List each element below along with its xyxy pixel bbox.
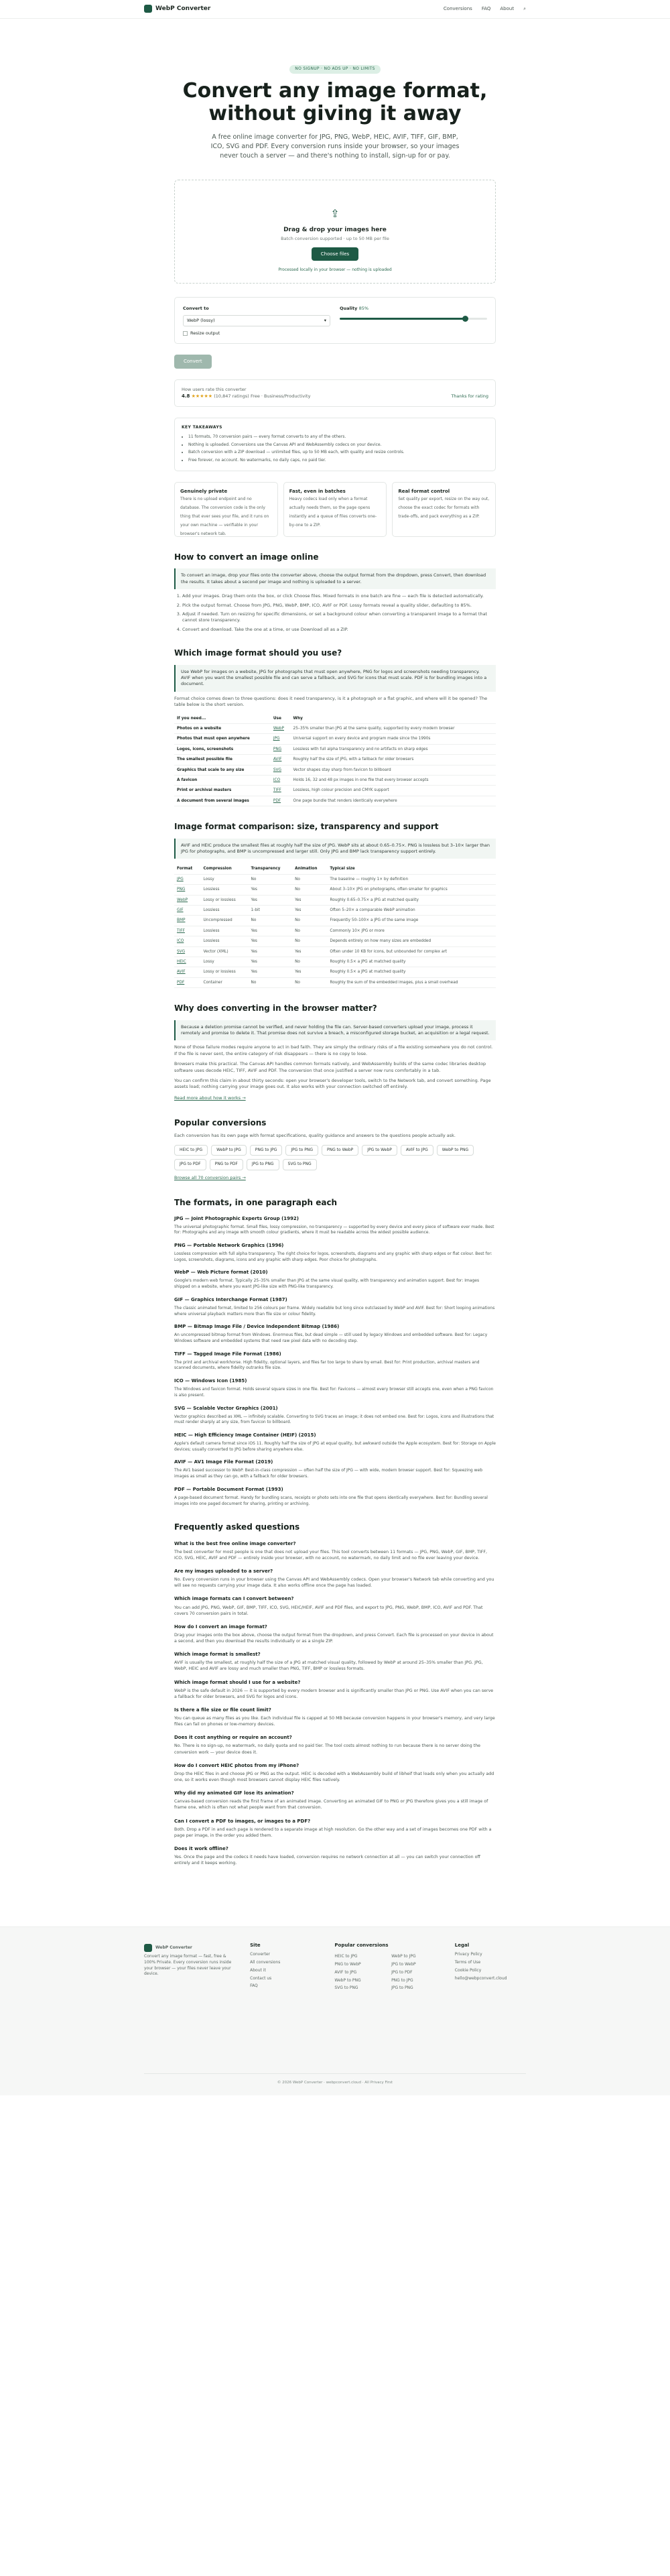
faq-item [174,1818,496,1839]
table-row [174,765,496,775]
table-cell: Lossless, high colour precision and CMYK support [291,786,496,796]
slider-handle[interactable] [462,316,468,322]
table-cell: Yes [249,926,293,936]
faq-item [174,1595,496,1616]
table-cell: Commonly 10× JPG or more [327,926,496,936]
tldr-item: • 11 formats, 70 conversion pairs — every format converts to any of the others. [188,434,488,440]
table-row [174,936,496,946]
table-row [174,906,496,916]
format-name: HEIC — High Efficiency Image Container (HEIF) (2015) [174,1432,316,1438]
tldr-card: KEY TAKEAWAYS • 11 formats, 70 conversion pairs — every format converts to any of the others. • Nothing is uploaded. Conversions use the Canvas API and WebAssembly codecs on your device. • Batch conversion with a ZIP download — unlimited files, up to 50 MB each, with quality and resize controls. • Free forever, no account. No watermarks, no daily caps, no paid tier. [174,418,496,471]
brand[interactable] [144,5,210,13]
footer-link[interactable]: hello@webpconvert.cloud [454,1975,507,1981]
faq-answer: Drop the HEIC files in and choose JPG or PNG as the output. HEIC is decoded with a WebAssembly build of libheif that loads only when you actually add one, so it works even though most browsers cannot display HEIC files natively. [174,1771,494,1782]
format-link[interactable]: AVIF [174,967,201,977]
comparison-table: Format Compression Transparency Animation Typical size JPG Lossy No No The baseline — roughly 1× by definition PNG Lossless Yes No About 3–10× JPG on photographs, often smaller for graphics WebP Lossy or lossless Yes Yes Roughly 0.65–0.75× a JPG at matched quality GIF Lossless 1-bit Yes Often 5–20× a comparable WebP animation BMP Uncompressed No No Frequently 50–100× a JPG of the same image TIFF Lossless Yes No Commonly 10× JPG or more ICO Lossless Yes No Depends entirely on how many sizes are embedded SVG Vector (XML) Yes Yes Often under 10 KB for icons, but unbounded for complex art HEIC Lossy Yes No Roughly 0.5× a JPG at matched quality AVIF Lossy or lossless Yes Yes Roughly 0.5× a JPG at matched quality PDF Container No No Roughly the sum of the embedded images, plus a small overhead [174,864,496,988]
table-row [174,786,496,796]
feature-cards [174,482,496,537]
faq-question[interactable]: Are my images uploaded to a server? [174,1569,273,1574]
popular-section: Popular conversions Each conversion has its own page with format specifications, quality guidance and answers to the questions people actually ask. HEIC to JPG WebP to JPG PNG to JPG JPG to PNG PNG to WebP JPG to WebP AVIF to JPG WebP to PNG JPG to PDF PNG to PDF JPG to PNG SVG to PNG Browse all 70 conversion pairs → [174,1117,496,1182]
footer-brand[interactable]: WebP Converter [144,1944,237,1952]
resize-checkbox[interactable]: Resize output [183,330,330,336]
format-link[interactable]: ICO [174,936,201,946]
table-cell: Lossy [201,957,249,967]
table-cell: Uncompressed [201,916,249,926]
table-cell: No [249,977,293,987]
table-cell: Vector (XML) [201,946,249,957]
table-row [174,796,496,806]
top-nav [444,5,526,12]
format-name: SVG — Scalable Vector Graphics (2001) [174,1405,278,1411]
table-row [174,755,496,765]
table-cell: Lossless [201,885,249,895]
table-row [174,916,496,926]
faq-item [174,1734,496,1755]
table-cell: Lossless with full alpha transparency and no artifacts on sharp edges [291,744,496,754]
privacy-note: Processed locally in your browser — nothing is uploaded [278,267,392,273]
conversion-chip[interactable]: PNG to JPG [250,1145,283,1156]
table-cell: No [249,874,293,884]
faq-item [174,1568,496,1589]
format-link[interactable]: GIF [174,906,201,916]
format-entry [174,1458,496,1479]
hero [0,19,670,161]
faq-question[interactable]: Which image format should I use for a website? [174,1679,301,1685]
table-cell: Roughly 0.5× a JPG at matched quality [327,957,496,967]
faq-answer: WebP is the safe default in 2026 — it is supported by every modern browser and is significantly smaller than JPG or PNG. Use AVIF when you can serve a fallback for older browsers, and SVG for logos and icons. [174,1688,494,1699]
format-entry [174,1296,496,1317]
table-cell: Yes [292,906,327,916]
nav-conversions[interactable]: Conversions [443,6,472,12]
format-link[interactable]: PDF [271,796,291,806]
faq-question[interactable]: Does it work offline? [174,1845,228,1851]
footer-link[interactable]: JPG to PDF [391,1969,413,1975]
faq-answer: Canvas-based conversion reads the first frame of an animated image. Converting an animated GIF to PNG or JPG therefore gives you a still image of frame one, which is often not what people want from that conversion. [174,1799,488,1811]
table-cell: The baseline — roughly 1× by definition [327,874,496,884]
how-it-works-link[interactable]: Read more about how it works → [174,1095,246,1101]
conversion-chip[interactable]: SVG to PNG [283,1159,317,1170]
format-link[interactable]: ICO [271,776,291,786]
faq-answer: AVIF is usually the smallest, at roughly half the size of a JPG at matched visual quality, followed by WebP at around 25–35% smaller than JPG. JPG, WebP, HEIC and AVIF are lossy and much smaller than PNG, TIFF, BMP or lossless formats. [174,1660,483,1672]
format-name: WebP — Web Picture format (2010) [174,1270,268,1276]
format-entry [174,1350,496,1371]
table-row [174,744,496,754]
format-link[interactable]: PDF [174,977,201,987]
format-link[interactable]: TIFF [271,786,291,796]
table-cell: Yes [249,957,293,967]
faq-question[interactable]: What is the best free online image converter? [174,1540,296,1546]
footer-link[interactable]: WebP to PNG [334,1977,361,1983]
table-cell: Holds 16, 32 and 48 px images in one file that every browser accepts [291,776,496,786]
format-name: JPG — Joint Photographic Experts Group (1992) [174,1215,299,1221]
format-link[interactable]: SVG [271,765,291,775]
nav-faq[interactable]: FAQ [481,6,491,12]
table-row [174,967,496,977]
footer-link[interactable]: JPG to WebP [391,1962,416,1967]
faq-item [174,1790,496,1811]
table-cell: The smallest possible file [174,755,271,765]
footer-links [250,1952,321,1989]
table-cell: Universal support on every device and program made since the 1990s [291,734,496,744]
table-cell: Yes [249,885,293,895]
table-cell: Often under 10 KB for icons, but unbounded for complex art [327,946,496,957]
format-description: The Windows and favicon format. Holds several square sizes in one file. Best for: Favicons — almost every browser still accepts one, even when a PNG favicon is also present. [174,1387,494,1398]
format-entry [174,1377,496,1398]
choose-files-button[interactable]: Choose files [312,247,358,261]
table-row [174,895,496,905]
browse-all-link[interactable]: Browse all 70 conversion pairs → [174,1175,246,1181]
footer-link[interactable]: Cookie Policy [454,1967,482,1973]
format-link[interactable]: TIFF [174,926,201,936]
conversion-chip[interactable]: PNG to WebP [322,1145,358,1156]
table-cell: Yes [292,895,327,905]
format-entry [174,1431,496,1453]
format-description: Google's modern web format. Typically 25–35% smaller than JPG at the same visual quality, with transparency and animation support. Best for: Images shipped on a website, where you want JPG-like size with PNG-like transparency. [174,1278,480,1290]
drop-subtitle: Batch conversion supported · up to 50 MB per file [281,235,389,241]
table-cell: Print or archival masters [174,786,271,796]
search-icon[interactable]: ⌕ [523,6,526,12]
quality-slider[interactable] [340,318,487,320]
faq-answer: No. There is no sign-up, no watermark, no daily quota and no paid tier. The tool costs almost nothing to run because there is no server doing the conversion work — your device does it. [174,1743,481,1755]
format-description: A page-based document format. Handy for bundling scans, receipts or photo sets into one file that opens identically everywhere. Best for: Bundling several images into one paged document for sharing, printing or archiving. [174,1495,488,1506]
table-cell: A document from several images [174,796,271,806]
format-link[interactable]: PNG [271,744,291,754]
faq-item [174,1845,496,1866]
faq-question[interactable]: Why did my animated GIF lose its animation? [174,1790,294,1796]
table-cell: No [292,916,327,926]
format-name: PNG — Portable Network Graphics (1996) [174,1243,284,1248]
table-cell: Frequently 50–100× a JPG of the same image [327,916,496,926]
faq-answer: No. Every conversion runs in your browser using the Canvas API and WebAssembly codecs. Open your browser's Network tab while converting and you will see no requests carrying your image data. It also works offline once the page has loaded. [174,1577,494,1589]
table-cell: Vector shapes stay sharp from favicon to billboard [291,765,496,775]
rating-card: How users rate this converter 4.8 ★★★★★ (10,847 ratings) Free · Business/Productivity Thanks for rating [174,379,496,408]
table-row [174,885,496,895]
footer-link[interactable]: Converter [250,1952,271,1957]
table-cell: Yes [292,967,327,977]
format-description: The universal photographic format. Small files, lossy compression, no transparency — supported by every device and every piece of software ever made. Best for: Photographs and any image with smooth colour gradients, where it must be readable across the widest possible audience. [174,1224,494,1235]
format-description: Apple's default camera format since iOS 11. Roughly half the size of JPG at equal quality, but awkward outside the Apple ecosystem. Best for: Storage on Apple devices; usually converted to JPG before sharing anywhere else. [174,1441,496,1452]
conversion-chip[interactable]: HEIC to JPG [174,1145,208,1156]
footer-col-heading: Popular conversions [334,1943,389,1949]
format-description: Lossless compression with full alpha transparency. The right choice for logos, screenshots, diagrams and any graphic with sharp edges or flat colour. Best for: Logos, screenshots, diagrams, icons and any graphic with sharp edges. Poor choice for photographs. [174,1251,492,1262]
faq-answer: The best converter for most people is one that does not upload your files. This tool converts between 11 formats — JPG, PNG, WebP, GIF, BMP, TIFF, ICO, SVG, HEIC, AVIF and PDF — entirely inside your browser, with no account, no watermark, no daily limit and no file ever leaving your device. [174,1549,488,1560]
feature-card: Real format control Set quality per export, resize on the way out, choose the exact codec for formats with trade-offs, and pack everything as a ZIP. [392,482,496,537]
table-cell: Logos, icons, screenshots [174,744,271,754]
site-footer [0,1926,670,2095]
table-row [174,946,496,957]
table-cell: 1-bit [249,906,293,916]
faq-question[interactable]: Is there a file size or file count limit? [174,1707,271,1713]
footer-links [334,1952,441,1991]
table-cell: Depends entirely on how many sizes are embedded [327,936,496,946]
nav-about[interactable]: About [500,6,515,12]
table-row [174,957,496,967]
faq-question[interactable]: How do I convert HEIC photos from my iPhone? [174,1762,299,1768]
table-cell: Graphics that scale to any size [174,765,271,775]
conversion-chip[interactable]: AVIF to JPG [401,1145,433,1156]
checkbox-box [183,331,188,336]
table-cell: 25–35% smaller than JPG at the same quality, supported by every modern browser [291,724,496,734]
footer-link[interactable]: Privacy Policy [454,1952,482,1957]
howto-section: How to convert an image online To convert an image, drop your files onto the converter above, choose the output format from the dropdown, press Convert, then download the results. It takes about a second per image and nothing is uploaded to a server. 1. Add your images. Drag them onto the box, or click Choose files. Mixed formats in one batch are fine — each file is detected automatically. 2. Pick the output format. Choose from JPG, PNG, WebP, BMP, ICO, AVIF or PDF. Lossy formats reveal a quality slider, defaulting to 85%. 3. Adjust if needed. Turn on resizing for specific dimensions, or set a background colour when converting a transparent image to a format that cannot store transparency. 4. Convert and download. Take the one at a time, or use Download all as a ZIP. [174,552,496,633]
footer-blurb: Convert any image format — fast, free & 100% Private. Every conversion runs inside your browser — your files never leave your device. [144,1954,232,1977]
rating-thanks: Thanks for rating [451,393,488,399]
conversion-chip[interactable]: JPG to WebP [362,1145,397,1156]
conversion-controls [174,297,496,344]
footer-link[interactable]: HEIC to JPG [334,1954,358,1959]
footer-link[interactable]: PNG to JPG [391,1977,413,1983]
conversion-chip[interactable]: PNG to PDF [210,1159,243,1170]
comparison-section: Image format comparison: size, transparency and support AVIF and HEIC produce the smallest files at roughly half the size of JPG. WebP sits at about 0.65–0.75×. PNG is lossless but 3–10× larger than JPG for photographs, and BMP is uncompressed and larger still. Only JPG and BMP lack transparency support entirely. Format Compression Transparency Animation Typical size JPG Lossy No No The baseline — roughly 1× by definition PNG Lossless Yes No About 3–10× JPG on photographs, often smaller for graphics WebP Lossy or lossless Yes Yes Roughly 0.65–0.75× a JPG at matched quality GIF Lossless 1-bit Yes Often 5–20× a comparable WebP animation BMP Uncompressed No No Frequently 50–100× a JPG of the same image TIFF Lossless Yes No Commonly 10× JPG or more ICO Lossless Yes No Depends entirely on how many sizes are embedded SVG Vector (XML) Yes Yes Often under 10 KB for icons, but unbounded for complex art HEIC Lossy Yes No Roughly 0.5× a JPG at matched quality AVIF Lossy or lossless Yes Yes Roughly 0.5× a JPG at matched quality PDF Container No No Roughly the sum of the embedded images, plus a small overhead [174,821,496,988]
conversion-chip[interactable]: JPG to PNG [285,1145,318,1156]
footer-link[interactable]: WebP to JPG [391,1954,416,1959]
table-cell: About 3–10× JPG on photographs, often smaller for graphics [327,885,496,895]
table-cell: Lossy [201,874,249,884]
logo-icon [144,5,152,13]
format-name: GIF — Graphics Interchange Format (1987) [174,1296,287,1302]
logo-icon [144,1944,152,1952]
format-description: Vector graphics described as XML — infinitely scalable. Converting to SVG traces an image; it does not embed one. Best for: Logos, icons and illustrations that must render sharply at any size, from favicon to billboard. [174,1414,494,1425]
table-row [174,734,496,744]
feature-card: Fast, even in batches Heavy codecs load only when a format actually needs them, so the page opens instantly and a queue of files converts one-by-one to a ZIP. [283,482,387,537]
format-link[interactable]: WebP [174,895,201,905]
format-entry [174,1241,496,1263]
format-link[interactable]: PNG [174,885,201,895]
faq-item [174,1679,496,1700]
faq-question[interactable]: Does it cost anything or require an account? [174,1735,292,1741]
footer-link[interactable]: SVG to PNG [334,1985,358,1991]
table-cell: One page bundle that renders identically everywhere [291,796,496,806]
table-cell: Roughly half the size of JPG, with a fallback for older browsers [291,755,496,765]
format-link[interactable]: HEIC [174,957,201,967]
footer-link[interactable]: All conversions [250,1960,281,1965]
format-description: The print and archival workhorse. High fidelity, optional layers, and files far too large to share by email. Best for: Print production, archival masters and scanned documents, where fidelity outranks file size. [174,1359,480,1371]
footer-link[interactable]: PNG to WebP [334,1962,361,1967]
format-description: An uncompressed bitmap format from Windows. Enormous files, but dead simple — still used by legacy Windows and embedded software. Best for: Legacy Windows software and embedded systems that need raw pixel data with no decoding step. [174,1333,488,1343]
format-entry [174,1215,496,1236]
quality-label: Quality 85% [340,306,369,312]
table-cell: Yes [249,895,293,905]
star-rating[interactable]: ★★★★★ [191,393,213,399]
hero-subtitle: A free online image converter for JPG, PNG, WebP, HEIC, AVIF, TIFF, GIF, BMP, ICO, SVG and PDF. Every conversion runs inside your browser, so your images never touch a server — and there's nothing to install, sign-up for or pay. [210,133,460,160]
conversion-chip[interactable]: JPG to PDF [174,1159,206,1170]
chevron-down-icon: ▾ [324,317,326,323]
format-entry [174,1268,496,1290]
table-cell: Yes [292,946,327,957]
format-name: TIFF — Tagged Image File Format (1986) [174,1351,281,1357]
faq-section: Frequently asked questions What is the best free online image converter? The best converter for most people is one that does not upload your files. This tool converts between 11 formats — JPG, PNG, WebP, GIF, BMP, TIFF, ICO, SVG, HEIC, AVIF and PDF — entirely inside your browser, with no account, no watermark, no daily limit and no file ever leaving your device. Are my images uploaded to a server? No. Every conversion runs in your browser using the Canvas API and WebAssembly codecs. Open your browser's Network tab while converting and you will see no requests carrying your image data. It also works offline once the page has loaded. Which image formats can I convert between? You can add JPG, PNG, WebP, GIF, BMP, TIFF, ICO, SVG, HEIC/HEIF, AVIF and PDF files, and export to JPG, PNG, WebP, BMP, ICO, AVIF and PDF. That covers 70 conversion pairs in total. How do I convert an image format? Drag your images onto the box above, choose the output format from the dropdown, and press Convert. Each file is processed on your device in about a second, and then you download the results individually or as a single ZIP. Which image format is smallest? AVIF is usually the smallest, at roughly half the size of a JPG at matched visual quality, followed by WebP at around 25–35% smaller than JPG. JPG, WebP, HEIC and AVIF are lossy and much smaller than PNG, TIFF, BMP or lossless formats. Which image format should I use for a website? WebP is the safe default in 2026 — it is supported by every modern browser and is significantly smaller than JPG or PNG. Use AVIF when you can serve a fallback for older browsers, and SVG for logos and icons. Is there a file size or file count limit? You can queue as many files as you like. Each individual file is capped at 50 MB because conversion happens in your browser's memory, and very large files can fail on phones or low-memory devices. Does it cost anything or require an account? No. There is no sign-up, no watermark, no daily quota and no paid tier. The tool costs almost nothing to run because there is no server doing the conversion work — your device does it. How do I convert HEIC photos from my iPhone? Drop the HEIC files in and choose JPG or PNG as the output. HEIC is decoded with a WebAssembly build of libheif that loads only when you actually add one, so it works even though most browsers cannot display HEIC files natively. Why did my animated GIF lose its animation? Canvas-based conversion reads the first frame of an animated image. Converting an animated GIF to PNG or JPG therefore gives you a still image of frame one, which is often not what people want from that conversion. Can I convert a PDF to images, or images to a PDF? Both. Drop a PDF in and each page is rendered to a separate image at high resolution. Go the other way and a set of images becomes one PDF with a page per image, in the order you added them. Does it work offline? Yes. Once the page and the codecs it needs have loaded, conversion requires no network connection at all — you can switch your connection off entirely and it keeps working. [174,1522,495,1866]
table-cell: No [249,916,293,926]
footer-col-heading: Legal [454,1943,470,1949]
upload-icon: ⇪ [330,207,340,221]
conversion-chip[interactable]: WebP to JPG [211,1145,247,1156]
copyright: © 2026 WebP Converter · webpconvert.cloud · All Privacy First [144,2073,526,2086]
conversion-chip[interactable]: JPG to PNG [247,1159,279,1170]
format-entry [174,1404,496,1426]
table-row [174,776,496,786]
table-cell: A favicon [174,776,271,786]
hero-badge: NO SIGNUP · NO ADS UP · NO LIMITS [289,65,380,74]
conversion-chip[interactable]: WebP to PNG [437,1145,474,1156]
format-entry [174,1323,496,1344]
footer-link[interactable]: JPG to PNG [391,1985,413,1991]
faq-question[interactable]: How do I convert an image format? [174,1623,267,1630]
table-row [174,724,496,734]
format-name: ICO — Windows Icon (1985) [174,1378,247,1384]
format-link[interactable]: JPG [271,734,291,744]
use-case-table: If you need... Use Why Photos on a website WebP 25–35% smaller than JPG at the same quality, supported by every modern browser Photos that must open anywhere JPG Universal support on every device and program made since the 1990s Logos, icons, screenshots PNG Lossless with full alpha transparency and no artifacts on sharp edges The smallest possible file AVIF Roughly half the size of JPG, with a fallback for older browsers Graphics that scale to any size SVG Vector shapes stay sharp from favicon to billboard A favicon ICO Holds 16, 32 and 48 px images in one file that every browser accepts Print or archival masters TIFF Lossless, high colour precision and CMYK support A document from several images PDF One page bundle that renders identically everywhere [174,714,496,807]
format-description: The classic animated format, limited to 256 colours per frame. Widely readable but long since outclassed by WebP and AVIF. Best for: Short looping animations where universal playback matters more than file size or colour fidelity. [174,1305,495,1316]
table-cell: Photos on a website [174,724,271,734]
tldr-item: • Batch conversion with a ZIP download — unlimited files, up to 50 MB each, with quality and resize controls. [188,450,488,456]
table-row [174,977,496,987]
faq-item [174,1651,496,1672]
feature-card: Genuinely private There is no upload endpoint and no database. The conversion code is the only thing that ever sees your file, and it runs on your own machine — verifiable in your browser's network tab. [174,482,278,537]
table-cell: Lossless [201,906,249,916]
table-cell: Roughly 0.65–0.75× a JPG at matched quality [327,895,496,905]
table-cell: Lossless [201,936,249,946]
which-format-section: Which image format should you use? Use WebP for images on a website, JPG for photographs that must open anywhere, PNG for logos and screenshots needing transparency. AVIF when you want the smallest possible file and can serve a fallback, and SVG for icons that must scale. PDF is for bundling images into a document. Format choice comes down to three questions: does it need transparency, is it a photograph or a flat graphic, and where will it be opened? The table below is the short version. If you need... Use Why Photos on a website WebP 25–35% smaller than JPG at the same quality, supported by every modern browser Photos that must open anywhere JPG Universal support on every device and program made since the 1990s Logos, icons, screenshots PNG Lossless with full alpha transparency and no artifacts on sharp edges The smallest possible file AVIF Roughly half the size of JPG, with a fallback for older browsers Graphics that scale to any size SVG Vector shapes stay sharp from favicon to billboard A favicon ICO Holds 16, 32 and 48 px images in one file that every browser accepts Print or archival masters TIFF Lossless, high colour precision and CMYK support A document from several images PDF One page bundle that renders identically everywhere [174,648,496,806]
format-link[interactable]: BMP [174,916,201,926]
faq-item [174,1707,496,1727]
faq-question[interactable]: Can I convert a PDF to images, or images to a PDF? [174,1818,311,1824]
table-cell: Yes [249,946,293,957]
tldr-item: • Free forever, no account. No watermarks, no daily caps, no paid tier. [188,458,488,464]
faq-item [174,1540,496,1561]
faq-answer: You can add JPG, PNG, WebP, GIF, BMP, TIFF, ICO, SVG, HEIC/HEIF, AVIF and PDF files, and export to JPG, PNG, WebP, BMP, ICO, AVIF and PDF. That covers 70 conversion pairs in total. [174,1605,483,1616]
footer-links [455,1952,526,1981]
footer-link[interactable]: Contact us [250,1975,272,1981]
faq-question[interactable]: Which image format is smallest? [174,1652,261,1658]
format-link[interactable]: AVIF [271,755,291,765]
table-cell: Often 5–20× a comparable WebP animation [327,906,496,916]
footer-link[interactable]: Terms of Use [454,1960,481,1965]
faq-item [174,1762,496,1783]
privacy-section: Why does converting in the browser matter? Because a deletion promise cannot be verified, and never holding the file can. Server-based converters upload your image, process it remotely and promise to delete it. That promise does not survive a breach, a misconfigured storage bucket, an acquisition or a legal request. None of those failure modes require anyone to act in bad faith. They are simply the ordinary risks of a file existing somewhere you do not control. If the file is never sent, the entire category of risk disappears — there is no copy to lose. Browsers make this practical. The Canvas API handles common formats natively, and WebAssembly builds of the same codec libraries desktop software uses decode HEIC, TIFF, AVIF and PDF. The conversion that once justified a server now runs comfortably in a tab. You can confirm this claim in about thirty seconds: open your browser's developer tools, switch to the Network tab, and convert something. Page assets load; nothing carrying your image goes out. It also works with your connection switched off entirely. Read more about how it works → [174,1003,496,1103]
table-cell: Lossless [201,926,249,936]
format-description: The AV1 based successor to WebP. Best-in-class compression — often half the size of JPG — with wide, modern browser support. Best for: Squeezing web images as small as they can go, with a fallback for older browsers. [174,1468,483,1479]
format-entry [174,1485,496,1507]
table-cell: Photos that must open anywhere [174,734,271,744]
footer-link[interactable]: FAQ [250,1983,258,1989]
tldr-item: • Nothing is uploaded. Conversions use the Canvas API and WebAssembly codecs on your device. [188,442,488,448]
faq-item [174,1623,496,1644]
format-name: BMP — Bitmap Image File / Device Independent Bitmap (1986) [174,1324,340,1330]
table-cell: No [292,926,327,936]
table-cell: Roughly the sum of the embedded images, plus a small overhead [327,977,496,987]
table-cell: Yes [249,967,293,977]
footer-col-heading: Site [250,1943,261,1949]
footer-link[interactable]: AVIF to JPG [334,1969,357,1975]
table-cell: No [292,936,327,946]
format-select[interactable]: WebP (lossy) ▾ [183,315,330,326]
faq-answer: Yes. Once the page and the codecs it needs have loaded, conversion requires no network connection at all — you can switch your connection off entirely and it keeps working. [174,1855,480,1866]
faq-question[interactable]: Which image formats can I convert between? [174,1596,294,1602]
format-name: AVIF — AV1 Image File Format (2019) [174,1459,273,1465]
page-title: Convert any image format, without giving it away [182,78,488,126]
table-cell: No [292,874,327,884]
table-cell: Lossy or lossless [201,967,249,977]
table-cell: Lossy or lossless [201,895,249,905]
faq-answer: Drag your images onto the box above, choose the output format from the dropdown, and press Convert. Each file is processed on your device in about a second, and then you download the results individually or as a single ZIP. [174,1632,494,1644]
table-cell: No [292,977,327,987]
convert-to-label: Convert to [183,306,209,312]
drop-title: Drag & drop your images here [283,226,387,233]
brand-name: WebP Converter [155,5,211,12]
faq-answer: Both. Drop a PDF in and each page is rendered to a separate image at high resolution. Go the other way and a set of images becomes one PDF with a page per image, in the order you added them. [174,1827,492,1838]
conversion-chips [174,1145,496,1170]
format-link[interactable]: WebP [271,724,291,734]
table-cell: No [292,885,327,895]
table-cell: Yes [249,936,293,946]
table-row [174,926,496,936]
format-link[interactable]: SVG [174,946,201,957]
convert-button[interactable]: Convert [174,355,212,368]
footer-link[interactable]: About it [250,1967,266,1973]
site-header [0,0,670,19]
faq-answer: You can queue as many files as you like. Each individual file is capped at 50 MB because conversion happens in your browser's memory, and very large files can fail on phones or low-memory devices. [174,1716,495,1727]
table-cell: No [292,957,327,967]
format-link[interactable]: JPG [174,874,201,884]
table-row [174,874,496,884]
formats-section: The formats, in one paragraph each JPG — Joint Photographic Experts Group (1992) The universal photographic format. Small files, lossy compression, no transparency — supported by every device and every piece of software ever made. Best for: Photographs and any image with smooth colour gradients, where it must be readable across the widest possible audience. PNG — Portable Network Graphics (1996) Lossless compression with full alpha transparency. The right choice for logos, screenshots, diagrams and any graphic with sharp edges or flat colour. Best for: Logos, screenshots, diagrams, icons and any graphic with sharp edges. Poor choice for photographs. WebP — Web Picture format (2010) Google's modern web format. Typically 25–35% smaller than JPG at the same visual quality, with transparency and animation support. Best for: Images shipped on a website, where you want JPG-like size with PNG-like transparency. GIF — Graphics Interchange Format (1987) The classic animated format, limited to 256 colours per frame. Widely readable but long since outclassed by WebP and AVIF. Best for: Short looping animations where universal playback matters more than file size or colour fidelity. BMP — Bitmap Image File / Device Independent Bitmap (1986) An uncompressed bitmap format from Windows. Enormous files, but dead simple — still used by legacy Windows and embedded software. Best for: Legacy Windows software and embedded systems that need raw pixel data with no decoding step. TIFF — Tagged Image File Format (1986) The print and archival workhorse. High fidelity, optional layers, and files far too large to share by email. Best for: Print production, archival masters and scanned documents, where fidelity outranks file size. ICO — Windows Icon (1985) The Windows and favicon format. Holds several square sizes in one file. Best for: Favicons — almost every browser still accepts one, even when a PNG favicon is also present. SVG — Scalable Vector Graphics (2001) Vector graphics described as XML — infinitely scalable. Converting to SVG traces an image; it does not embed one. Best for: Logos, icons and illustrations that must render sharply at any size, from favicon to billboard. HEIC — High Efficiency Image Container (HEIF) (2015) Apple's default camera format since iOS 11. Roughly half the size of JPG at equal quality, but awkward outside the Apple ecosystem. Best for: Storage on Apple devices; usually converted to JPG before sharing anywhere else. AVIF — AV1 Image File Format (2019) The AV1 based successor to WebP. Best-in-class compression — often half the size of JPG — with wide, modern browser support. Best for: Squeezing web images as small as they can go, with a fallback for older browsers. PDF — Portable Document Format (1993) A page-based document format. Handy for bundling scans, receipts or photo sets into one file that opens identically everywhere. Best for: Bundling several images into one paged document for sharing, printing or archiving. [174,1198,496,1506]
drop-zone[interactable] [174,180,496,284]
table-cell: Container [201,977,249,987]
format-name: PDF — Portable Document Format (1993) [174,1486,283,1492]
table-cell: Roughly 0.5× a JPG at matched quality [327,967,496,977]
